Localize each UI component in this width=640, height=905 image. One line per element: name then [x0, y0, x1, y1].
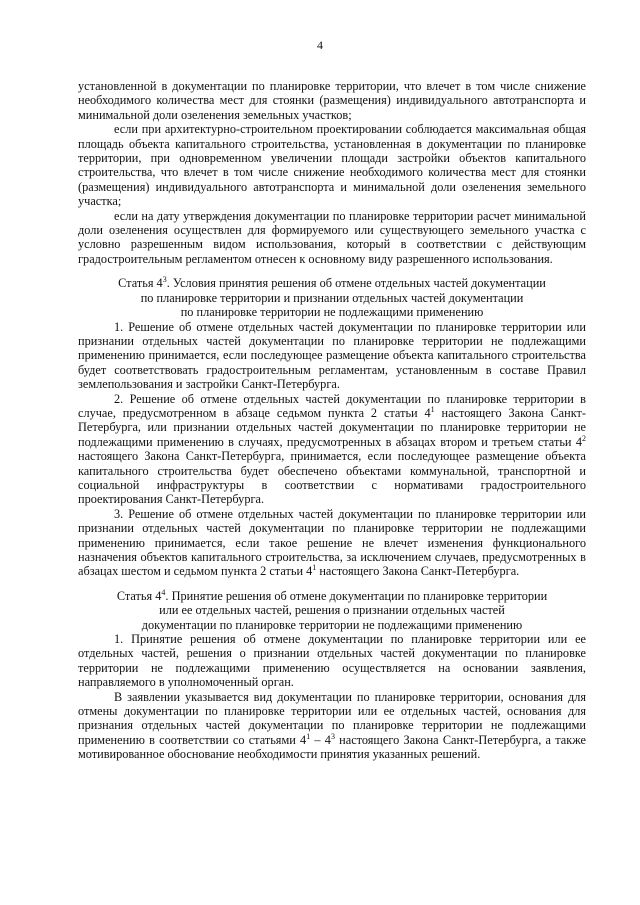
document-body [78, 79, 586, 762]
article-4-4-heading-line-1: Статья $4^4$. Принятие решения об отмене документации по планировке территории [116, 587, 548, 603]
page-number: 4 [317, 38, 323, 52]
paragraph-condition-1: если при архитектурно-строительном проектировании соблюдается максимальная общая площадь объекта капитального строительства, установленная в документации по планировке территории, при одновременном увеличении площади застройки объектов капитального строительства, что влечет в том числе снижение необходимого количества мест для стоянки (размещения) индивидуального автотранспорта и минимальной доли озеленения земельного участка; [78, 122, 586, 209]
article-4-4-paragraph-2: В заявлении указывается вид документации по планировке территории, основания для отмены документации по планировке территории или ее отдельных частей, основания для признания отдельных частей документации по планировке территории не подлежащими применению в соответствии со статьями $4^1 - 4^3$ настоящего Закона Санкт-Петербурга, а также мотивированное обоснование необходимости принятия указанных решений. [78, 689, 586, 762]
article-4-3-heading-line-1: Статья $4^3$. Условия принятия решения об отмене отдельных частей документации [118, 275, 546, 291]
article-4-3-paragraph-2: 2. Решение об отмене отдельных частей документации по планировке территории в случае, предусмотренном в абзаце седьмом пункта 2 статьи $4^1$ настоящего Закона Санкт-Петербурга, или признании отдельных частей документации по планировке территории не подлежащими применению в случаях, предусмотренных в абзацах втором и третьем статьи $4^2$ настоящего Закона Санкт-Петербурга, принимается, если последующее размещение объекта капитального строительства будет обеспечено объектами коммунальной, транспортной и социальной инфраструктуры в соответствии с нормативами градостроительного проектирования Санкт-Петербурга. [78, 391, 586, 507]
paragraph-condition-2: если на дату утверждения документации по планировке территории расчет минимальной доли озеленения осуществлен для формируемого или существующего земельного участка с условно разрешенным видом использования, который в соответствии с действующим градостроительным регламентом отнесен к основному виду разрешенного использования. [78, 208, 586, 266]
article-4-4-heading [78, 589, 586, 632]
article-4-3-heading [78, 276, 586, 319]
paragraph-intro: установленной в документации по планировке территории, что влечет в том числе снижение необходимого количества мест для стоянки (размещения) индивидуального автотранспорта и минимальной доли озеленения земельных участков; [78, 79, 586, 122]
article-4-4-paragraph-1: 1. Принятие решения об отмене документации по планировке территории или ее отдельных частей, решения о признании отдельных частей документации по планировке территории не подлежащими применению осуществляется на основании заявления, направляемого в уполномоченный орган. [78, 632, 586, 690]
article-4-3-heading-line-2: по планировке территории и признании отдельных частей документации [140, 290, 524, 305]
article-4-3-heading-line-3: по планировке территории не подлежащими применению [180, 305, 484, 320]
article-4-3-paragraph-1: 1. Решение об отмене отдельных частей документации по планировке территории или признании отдельных частей документации по планировке территории не подлежащими применению принимается, если последующее размещение объекта капитального строительства будет соответствовать градостроительным регламентам, установленным в составе Правил землепользования и застройки Санкт-Петербурга. [78, 319, 586, 392]
article-4-4-heading-line-3: документации по планировке территории не подлежащими применению [141, 617, 523, 632]
article-4-3-paragraph-3: 3. Решение об отмене отдельных частей документации по планировке территории или признании отдельных частей документации по планировке территории не подлежащими применению принимается, если такое решение не влечет изменения функционального назначения объектов капитального строительства, за исключением случаев, предусмотренных в абзацах шестом и седьмом пункта 2 статьи $4^1$ настоящего Закона Санкт-Петербурга. [78, 506, 586, 579]
article-4-4-heading-line-2: или ее отдельных частей, решения о признании отдельных частей [159, 603, 505, 618]
